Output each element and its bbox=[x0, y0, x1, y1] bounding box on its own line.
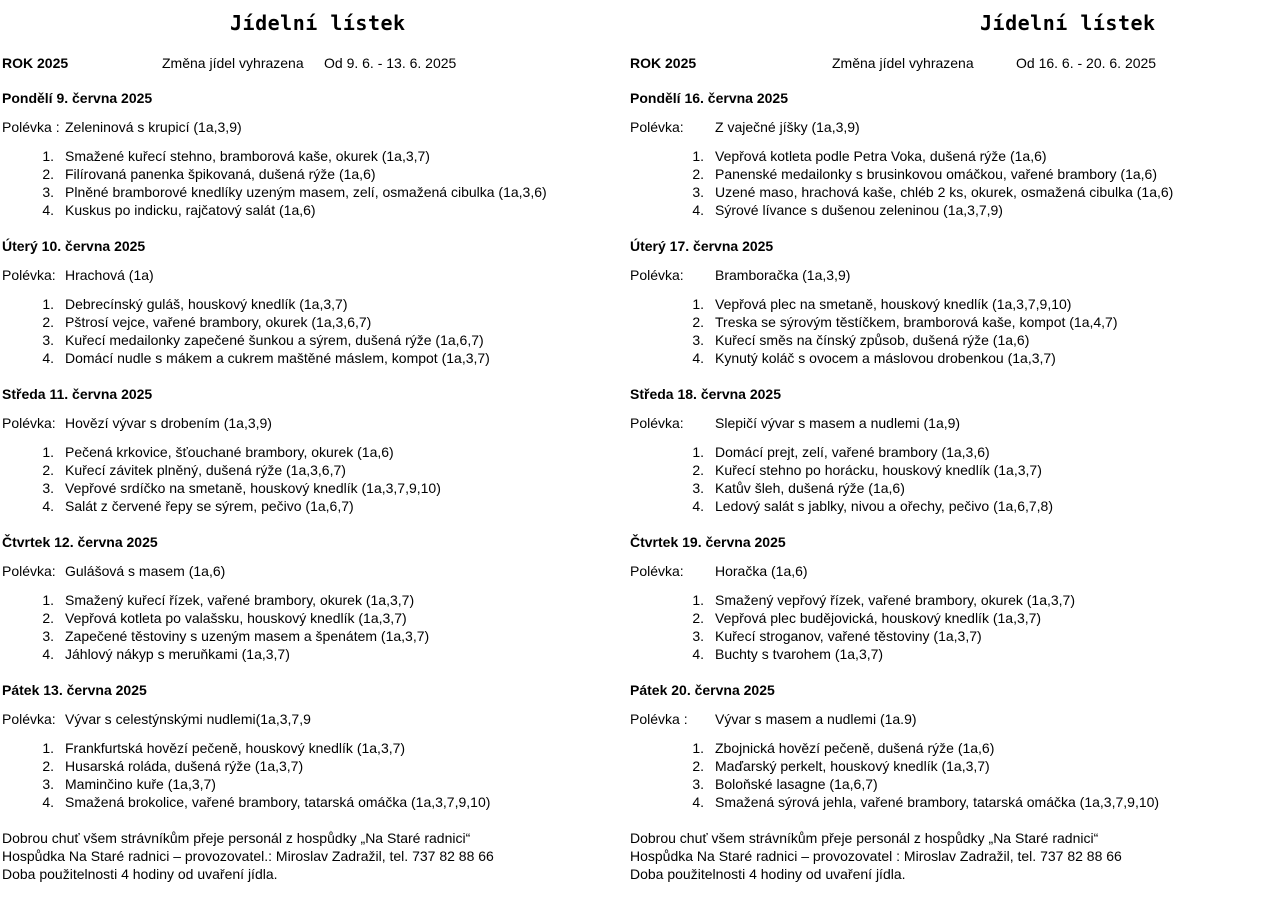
soup-label: Polévka: bbox=[630, 563, 684, 579]
year-label: ROK 2025 bbox=[630, 55, 697, 71]
date-range: Od 9. 6. - 13. 6. 2025 bbox=[324, 55, 457, 71]
soup-name: Vývar s celestýnskými nudlemi(1a,3,7,9 bbox=[65, 711, 311, 727]
soup-label: Polévka: bbox=[2, 563, 56, 579]
soup-name: Hrachová (1a) bbox=[65, 267, 154, 283]
soup-label: Polévka: bbox=[2, 415, 56, 431]
day-heading: Středa 11. června 2025 bbox=[2, 386, 153, 402]
soup-name: Horačka (1a,6) bbox=[715, 563, 808, 579]
day-block: Úterý 10. června 2025 Polévka: Hrachová (1a) 1. Debrecínský guláš, houskový knedlík (1a,3,7) 2. Pštrosí vejce, vařené brambory, okurek (1a,3,6,7) 3. Kuřecí medailonky zapečené šunkou a sýrem, dušená rýže (1a,6,7) 4. Domácí nudle s mákem a cukrem maštěné máslem, kompot (1a,3,7) bbox=[2, 237, 622, 255]
day-heading: Pátek 20. června 2025 bbox=[630, 682, 775, 698]
soup-label: Polévka : bbox=[630, 711, 688, 727]
day-block: Středa 18. června 2025 Polévka: Slepičí vývar s masem a nudlemi (1a,9) 1. Domácí prejt, zelí, vařené brambory (1a,3,6) 2. Kuřecí stehno po horácku, houskový knedlík (1a,3,7) 3. Katův šleh, dušená rýže (1a,6) 4. Ledový salát s jablky, nivou a ořechy, pečivo (1a,6,7,8) bbox=[630, 385, 1280, 403]
menu-footer bbox=[630, 829, 1122, 883]
soup-name: Gulášová s masem (1a,6) bbox=[65, 563, 226, 579]
footer-line: Dobrou chuť všem strávníkům přeje personál z hospůdky „Na Staré radnici“ bbox=[630, 830, 1099, 846]
menu-title: Jídelní lístek bbox=[980, 11, 1156, 35]
footer-line: Hospůdka Na Staré radnici – provozovatel.: Miroslav Zadražil, tel. 737 82 88 66 bbox=[2, 848, 494, 864]
soup-label: Polévka: bbox=[2, 711, 56, 727]
footer-line: Doba použitelnosti 4 hodiny od uvaření jídla. bbox=[2, 866, 278, 882]
day-block: Pondělí 9. června 2025 Polévka : Zeleninová s krupicí (1a,3,9) 1. Smažené kuřecí stehno, bramborová kaše, okurek (1a,3,7) 2. Filírovaná panenka špikovaná, dušená rýže (1a,6) 3. Plněné bramborové knedlíky uzeným masem, zelí, osmažená cibulka (1a,3,6) 4. Kuskus po indicku, rajčatový salát (1a,6) bbox=[2, 89, 622, 107]
soup-name: Bramboračka (1a,3,9) bbox=[715, 267, 851, 283]
footer-line: Hospůdka Na Staré radnici – provozovatel : Miroslav Zadražil, tel. 737 82 88 66 bbox=[630, 848, 1122, 864]
soup-name: Z vaječné jíšky (1a,3,9) bbox=[715, 119, 860, 135]
day-heading: Úterý 17. června 2025 bbox=[630, 238, 774, 254]
change-notice: Změna jídel vyhrazena bbox=[162, 55, 304, 71]
day-heading: Úterý 10. června 2025 bbox=[2, 238, 146, 254]
date-range: Od 16. 6. - 20. 6. 2025 bbox=[1016, 55, 1157, 71]
day-heading: Středa 18. června 2025 bbox=[630, 386, 781, 402]
day-block: Čtvrtek 19. června 2025 Polévka: Horačka (1a,6) 1. Smažený vepřový řízek, vařené brambory, okurek (1a,3,7) 2. Vepřová plec budějovická, houskový knedlík (1a,3,7) 3. Kuřecí stroganov, vařené těstoviny (1a,3,7) 4. Buchty s tvarohem (1a,3,7) bbox=[630, 533, 1280, 551]
day-block: Středa 11. června 2025 Polévka: Hovězí vývar s drobením (1a,3,9) 1. Pečená krkovice, šťouchané brambory, okurek (1a,6) 2. Kuřecí závitek plněný, dušená rýže (1a,3,6,7) 3. Vepřové srdíčko na smetaně, houskový knedlík (1a,3,7,9,10) 4. Salát z červené řepy se sýrem, pečivo (1a,6,7) bbox=[2, 385, 622, 403]
soup-label: Polévka: bbox=[2, 267, 56, 283]
day-block: Čtvrtek 12. června 2025 Polévka: Gulášová s masem (1a,6) 1. Smažený kuřecí řízek, vařené brambory, okurek (1a,3,7) 2. Vepřová kotleta po valašsku, houskový knedlík (1a,3,7) 3. Zapečené těstoviny s uzeným masem a špenátem (1a,3,7) 4. Jáhlový nákyp s meruňkami (1a,3,7) bbox=[2, 533, 622, 551]
soup-name: Vývar s masem a nudlemi (1a.9) bbox=[715, 711, 917, 727]
day-block: Úterý 17. června 2025 Polévka: Bramboračka (1a,3,9) 1. Vepřová plec na smetaně, houskový knedlík (1a,3,7,9,10) 2. Treska se sýrovým těstíčkem, bramborová kaše, kompot (1a,4,7) 3. Kuřecí směs na čínský způsob, dušená rýže (1a,6) 4. Kynutý koláč s ovocem a máslovou drobenkou (1a,3,7) bbox=[630, 237, 1280, 255]
menu-title: Jídelní lístek bbox=[230, 11, 406, 35]
day-heading: Čtvrtek 19. června 2025 bbox=[630, 534, 786, 550]
day-block: Pondělí 16. června 2025 Polévka: Z vaječné jíšky (1a,3,9) 1. Vepřová kotleta podle Petra Voka, dušená rýže (1a,6) 2. Panenské medailonky s brusinkovou omáčkou, vařené brambory (1a,6) 3. Uzené maso, hrachová kaše, chléb 2 ks, okurek, osmažená cibulka (1a,6) 4. Sýrové lívance s dušenou zeleninou (1a,3,7,9) bbox=[630, 89, 1280, 107]
footer-line: Dobrou chuť všem strávníkům přeje personál z hospůdky „Na Staré radnici“ bbox=[2, 830, 471, 846]
day-heading: Čtvrtek 12. června 2025 bbox=[2, 534, 158, 550]
footer-line: Doba použitelnosti 4 hodiny od uvaření jídla. bbox=[630, 866, 906, 882]
soup-name: Slepičí vývar s masem a nudlemi (1a,9) bbox=[715, 415, 961, 431]
day-block: Pátek 13. června 2025 Polévka: Vývar s celestýnskými nudlemi(1a,3,7,9 1. Frankfurtská hovězí pečeně, houskový knedlík (1a,3,7) 2. Husarská roláda, dušená rýže (1a,3,7) 3. Maminčino kuře (1a,3,7) 4. Smažená brokolice, vařené brambory, tatarská omáčka (1a,3,7,9,10) bbox=[2, 681, 622, 699]
soup-label: Polévka: bbox=[630, 415, 684, 431]
soup-label: Polévka: bbox=[630, 267, 684, 283]
soup-name: Zeleninová s krupicí (1a,3,9) bbox=[65, 119, 242, 135]
change-notice: Změna jídel vyhrazena bbox=[832, 55, 974, 71]
day-heading: Pondělí 16. června 2025 bbox=[630, 90, 788, 106]
day-heading: Pátek 13. června 2025 bbox=[2, 682, 147, 698]
day-block: Pátek 20. června 2025 Polévka : Vývar s masem a nudlemi (1a.9) 1. Zbojnická hovězí pečeně, dušená rýže (1a,6) 2. Maďarský perkelt, houskový knedlík (1a,3,7) 3. Boloňské lasagne (1a,6,7) 4. Smažená sýrová jehla, vařené brambory, tatarská omáčka (1a,3,7,9,10) bbox=[630, 681, 1280, 699]
day-heading: Pondělí 9. června 2025 bbox=[2, 90, 153, 106]
soup-name: Hovězí vývar s drobením (1a,3,9) bbox=[65, 415, 272, 431]
year-label: ROK 2025 bbox=[2, 55, 69, 71]
soup-label: Polévka: bbox=[630, 119, 684, 135]
soup-label: Polévka : bbox=[2, 119, 60, 135]
menu-footer bbox=[2, 829, 494, 883]
